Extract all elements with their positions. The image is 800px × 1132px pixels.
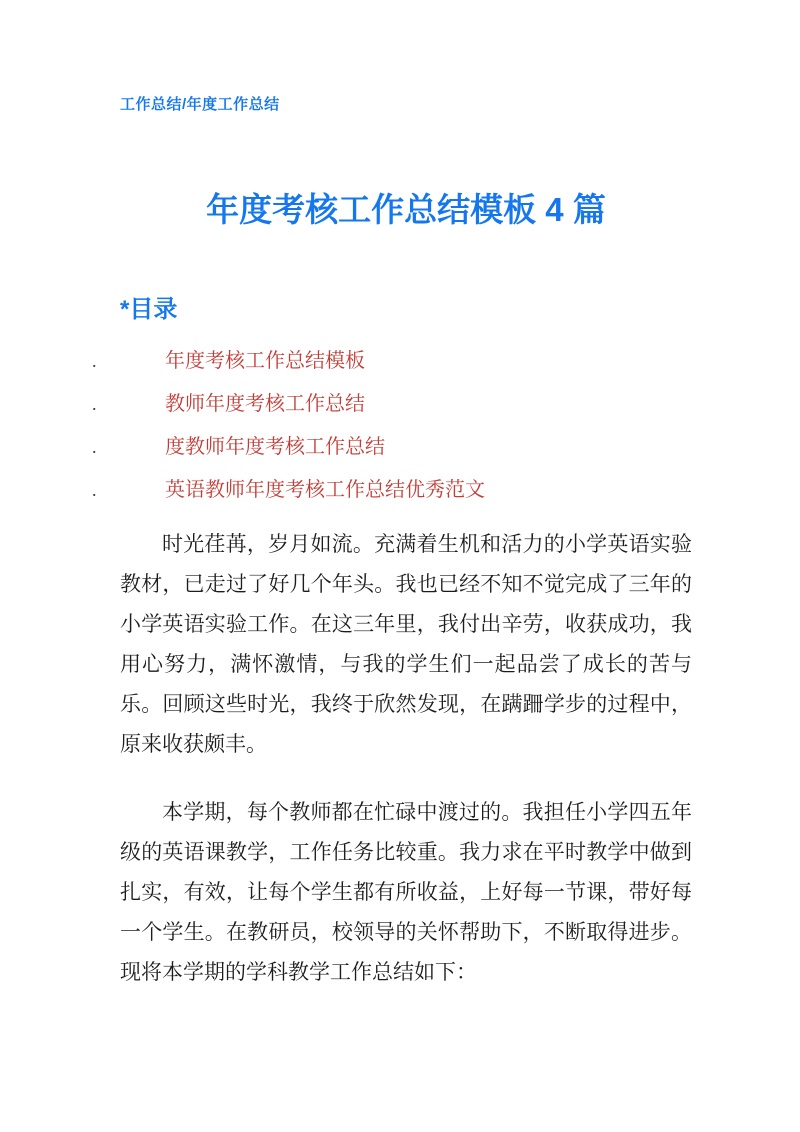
toc-item-marker: . bbox=[92, 394, 97, 414]
toc-link-1[interactable]: 年度考核工作总结模板 bbox=[165, 350, 365, 372]
page-title: 年度考核工作总结模板 4 篇 bbox=[206, 191, 606, 228]
toc-list bbox=[92, 340, 692, 512]
toc-link-3[interactable]: 度教师年度考核工作总结 bbox=[165, 436, 385, 458]
body-paragraph-1: 时光荏苒，岁月如流。充满着生机和活力的小学英语实验教材，已走过了好几个年头。我也已经不知不觉完成了三年的小学英语实验工作。在这三年里，我付出辛劳，收获成功，我用心努力，满怀激情，与我的学生们一起品尝了成长的苦与乐。回顾这些时光，我终于欣然发现，在蹒跚学步的过程中，原来收获颇丰。 bbox=[120, 532, 692, 756]
toc-link-2[interactable]: 教师年度考核工作总结 bbox=[165, 393, 365, 415]
toc-item bbox=[92, 383, 692, 426]
toc-item bbox=[92, 469, 692, 512]
body-paragraph-2: 本学期，每个教师都在忙碌中渡过的。我担任小学四五年级的英语课教学，工作任务比较重。我力求在平时教学中做到扎实，有效，让每个学生都有所收益，上好每一节课，带好每一个学生。在教研员，校领导的关怀帮助下，不断取得进步。现将本学期的学科教学工作总结如下： bbox=[120, 800, 692, 984]
toc-link-4[interactable]: 英语教师年度考核工作总结优秀范文 bbox=[165, 479, 485, 501]
toc-item bbox=[92, 426, 692, 469]
toc-item-marker: . bbox=[92, 351, 97, 371]
toc-item-marker: . bbox=[92, 437, 97, 457]
breadcrumb[interactable]: 工作总结/年度工作总结 bbox=[120, 96, 280, 113]
toc-section bbox=[92, 294, 692, 512]
toc-item-marker: . bbox=[92, 480, 97, 500]
toc-heading: *目录 bbox=[120, 296, 178, 323]
toc-item bbox=[92, 340, 692, 383]
